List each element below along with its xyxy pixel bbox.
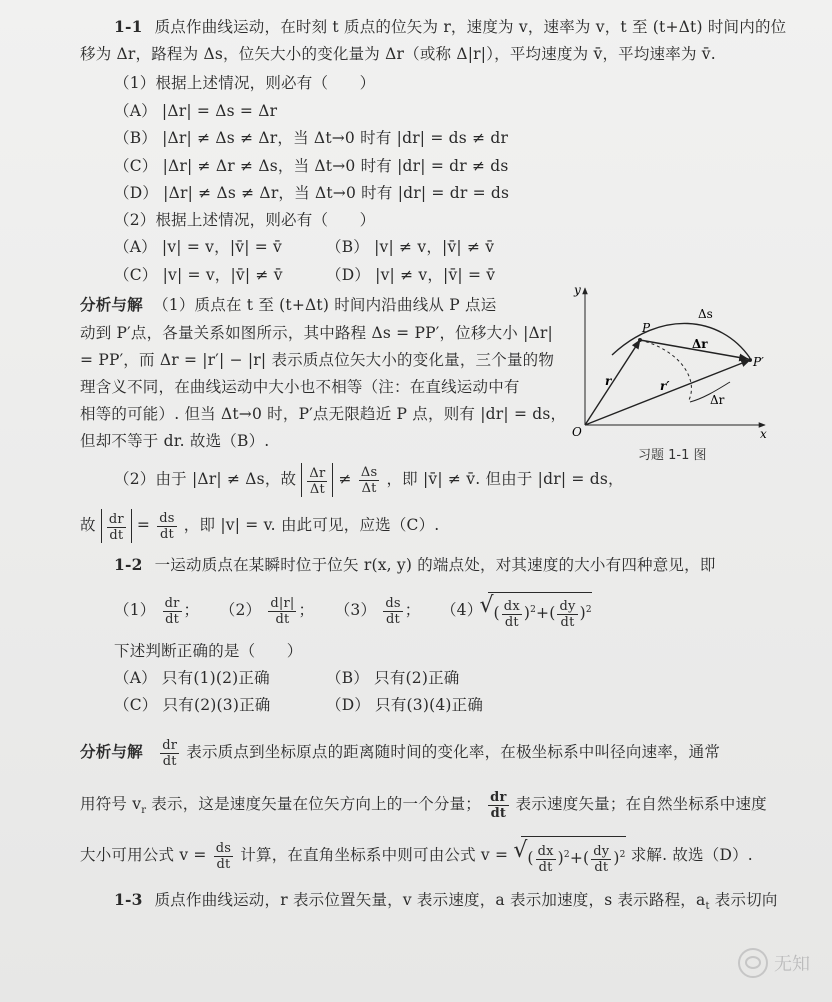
- point-p-prime: [748, 358, 752, 362]
- neq-sign: ≠: [338, 470, 352, 488]
- trajectory-curve: [612, 323, 750, 358]
- q1-analysis-text1: （1）质点在 t 至 (t+Δt) 时间内沿曲线从 P 点运: [153, 296, 497, 314]
- watermark-text: 无知: [774, 954, 810, 975]
- delta-r-vector-label: Δr: [692, 337, 708, 351]
- q2-choice-a: （A） 只有(1)(2)正确: [114, 669, 270, 687]
- q1-sub1-option-c: （C） |Δr| ≠ Δr ≠ Δs，当 Δt→0 时有 |dr| = dr ≠ ds: [114, 157, 509, 175]
- q2-opt4-label: （4）: [440, 601, 483, 620]
- point-p: [638, 338, 642, 342]
- p-prime-label: P′: [753, 355, 764, 369]
- q2-opt2-label: （2）: [219, 601, 262, 620]
- q2-opt1-label: （1）: [114, 601, 156, 620]
- q2-judge: 下述判断正确的是（ ）: [114, 642, 303, 660]
- q1-analysis-line1: [80, 292, 496, 318]
- an-frac-ds-dt: $\frac{ds}{dt}$: [215, 840, 232, 872]
- q1-part2-text-b: ，即 |v̄| ≠ v̄. 但由于 |dr| = ds，: [386, 470, 624, 488]
- sep2: ；: [298, 601, 315, 620]
- q1-number: 1-1: [114, 17, 143, 36]
- origin-label: O: [572, 425, 582, 439]
- q2-an2-b: 表示，这是速度矢量在位矢方向上的一个分量；: [146, 795, 482, 813]
- q1-analysis-line4: 理含义不同，在曲线运动中大小也不相等（注：在直线运动中有: [80, 378, 520, 396]
- q2-options-row: [114, 592, 592, 630]
- q1-analysis-line3: = PP′，而 Δr = |r′| − |r| 表示质点位矢大小的变化量，三个量的物: [80, 351, 555, 369]
- q1-sub2-option-d: （D） |v| ≠ v，|v̄| = v̄: [326, 266, 496, 284]
- watermark: [738, 948, 810, 978]
- q2-choice-d: （D） 只有(3)(4)正确: [326, 696, 484, 714]
- delta-r-label: Δr: [710, 393, 725, 407]
- fraction-ds-dt: $\frac{\Delta s}{\Delta t}$: [360, 464, 378, 496]
- fraction-d-r-dt: $\frac{dr}{dt}$: [108, 511, 124, 543]
- q2-stem: [114, 552, 716, 578]
- r-vector: [585, 340, 640, 425]
- p-label: P: [642, 321, 651, 335]
- q2-analysis-line1: [80, 735, 720, 769]
- q2-frac2: $\frac{d|r|}{dt}$: [270, 595, 295, 627]
- q1-analysis-line6: 但却不等于 dr. 故选（B）.: [80, 432, 270, 450]
- q2-an3-c: 求解. 故选（D）.: [630, 846, 753, 865]
- q1-sub1-option-d: （D） |Δr| ≠ Δs ≠ Δr，当 Δt→0 时有 |dr| = dr = ds: [114, 184, 510, 202]
- q3-stem: 1-3 质点作曲线运动，r 表示位置矢量，v 表示速度，a 表示加速度，s 表示路程，$a_t$ 表示切向: [114, 890, 778, 913]
- q2-choice-c: （C） 只有(2)(3)正确: [114, 696, 271, 714]
- q1-analysis-line5: 相等的可能）. 但当 Δt→0 时，P′点无限趋近 P 点，则有 |dr| = ds，: [80, 405, 567, 423]
- q2-analysis-line2: 用符号 $v_r$ 表示，这是速度矢量在位矢方向上的一个分量； $\frac{dr}{dt}$ 表示速度矢量；在自然坐标系中速度: [80, 789, 767, 821]
- delta-s-label: Δs: [698, 307, 713, 321]
- q1-sub1-option-a: （A） |Δr| = Δs = Δr: [114, 102, 278, 120]
- q1-analysis-label: 分析与解: [80, 295, 143, 314]
- q2-frac1: $\frac{dr}{dt}$: [164, 595, 180, 627]
- q2-choice-b: （B） 只有(2)正确: [326, 669, 460, 687]
- x-label: x: [760, 427, 767, 440]
- q3-stem-end: 表示切向: [709, 891, 778, 909]
- fraction-dr-dt: $\frac{\Delta r}{\Delta t}$: [309, 465, 326, 497]
- q1-sub2-option-c: （C） |v| = v，|v̄| ≠ v̄: [114, 266, 283, 284]
- figure-1-1: [570, 280, 780, 440]
- q1-sub2: （2）根据上述情况，则必有（ ）: [114, 211, 376, 229]
- q2-an2-c: 表示速度矢量；在自然坐标系中速度: [515, 795, 767, 813]
- r-label: r: [605, 374, 612, 388]
- eq-sign: =: [136, 516, 151, 534]
- abs-fraction: [301, 463, 333, 497]
- an-frac-dr-dt: $\frac{dr}{dt}$: [162, 737, 178, 769]
- q1-sub2-option-a: （A） |v| = v，|v̄| = v̄: [114, 238, 283, 256]
- wechat-icon: [738, 948, 768, 978]
- q2-an3-a: 大小可用公式 v =: [80, 846, 207, 865]
- q1-stem-line2: 移为 Δr，路程为 Δs，位矢大小的变化量为 Δr（或称 Δ|r|），平均速度为 v̄，平均速率为 v̄.: [80, 45, 716, 63]
- sep1: ；: [183, 601, 200, 620]
- q1-sub1-option-b: （B） |Δr| ≠ Δs ≠ Δr，当 Δt→0 时有 |dr| = ds ≠ dr: [114, 129, 509, 147]
- q2-number: 1-2: [114, 555, 143, 574]
- abs-fraction-d: [101, 509, 132, 543]
- q2-an3-b: 计算，在直角坐标系中则可由公式 v =: [240, 846, 509, 865]
- q3-stem-text: 质点作曲线运动，r 表示位置矢量，v 表示速度，a 表示加速度，s 表示路程，a: [154, 891, 706, 909]
- sep3: ；: [404, 601, 421, 620]
- figure-caption: 习题 1-1 图: [638, 448, 707, 463]
- sqrt-expression: √ ( $\frac{dx}{dt}$ )$^2$+( $\frac{dy}{dt}$ )$^2$: [479, 593, 592, 630]
- q1-analysis-line2: 动到 P′点，各量关系如图所示，其中路程 Δs = PP′，位移大小 |Δr|: [80, 324, 553, 342]
- fraction-d-s-dt: $\frac{ds}{dt}$: [159, 510, 175, 542]
- q1-part3-text-b: ，即 |v| = v. 由此可见，应选（C）.: [183, 516, 440, 534]
- an-frac-bold-dr-dt: $\frac{dr}{dt}$: [490, 789, 507, 821]
- q2-analysis-label: 分析与解: [80, 742, 143, 761]
- q2-opt3-label: （3）: [334, 601, 377, 620]
- q2-analysis-line3: [80, 836, 753, 876]
- q3-number: 1-3: [114, 890, 143, 909]
- q1-sub2-option-b: （B） |v| ≠ v，|v̄| ≠ v̄: [326, 238, 495, 256]
- q2-frac3: $\frac{ds}{dt}$: [385, 595, 401, 627]
- q1-stem-text1: 质点作曲线运动，在时刻 t 质点的位矢为 r，速度为 v，速率为 v，t 至 (t+Δt) 时间内的位: [154, 18, 787, 36]
- q1-part2-text-a: （2）由于 |Δr| ≠ Δs，故: [114, 470, 297, 488]
- q1-part3-text-a: 故: [80, 516, 96, 534]
- r-prime-label: r′: [660, 379, 670, 393]
- q1-sub1: （1）根据上述情况，则必有（ ）: [114, 74, 376, 92]
- y-label: y: [574, 283, 581, 297]
- q2-stem-text: 一运动质点在某瞬时位于位矢 r(x, y) 的端点处，对其速度的大小有四种意见，即: [154, 556, 716, 574]
- q1-part2: [114, 462, 624, 497]
- q1-part3: [80, 508, 439, 543]
- q2-an2-a: 用符号 v: [80, 795, 142, 813]
- q2-analysis-text1: 表示质点到坐标原点的距离随时间的变化率，在极坐标系中叫径向速率，通常: [186, 743, 721, 761]
- an-sqrt-expression: √ ( $\frac{dx}{dt}$ )$^2$+( $\frac{dy}{dt}$ )$^2$: [513, 838, 626, 875]
- q1-stem-line1: [114, 14, 786, 40]
